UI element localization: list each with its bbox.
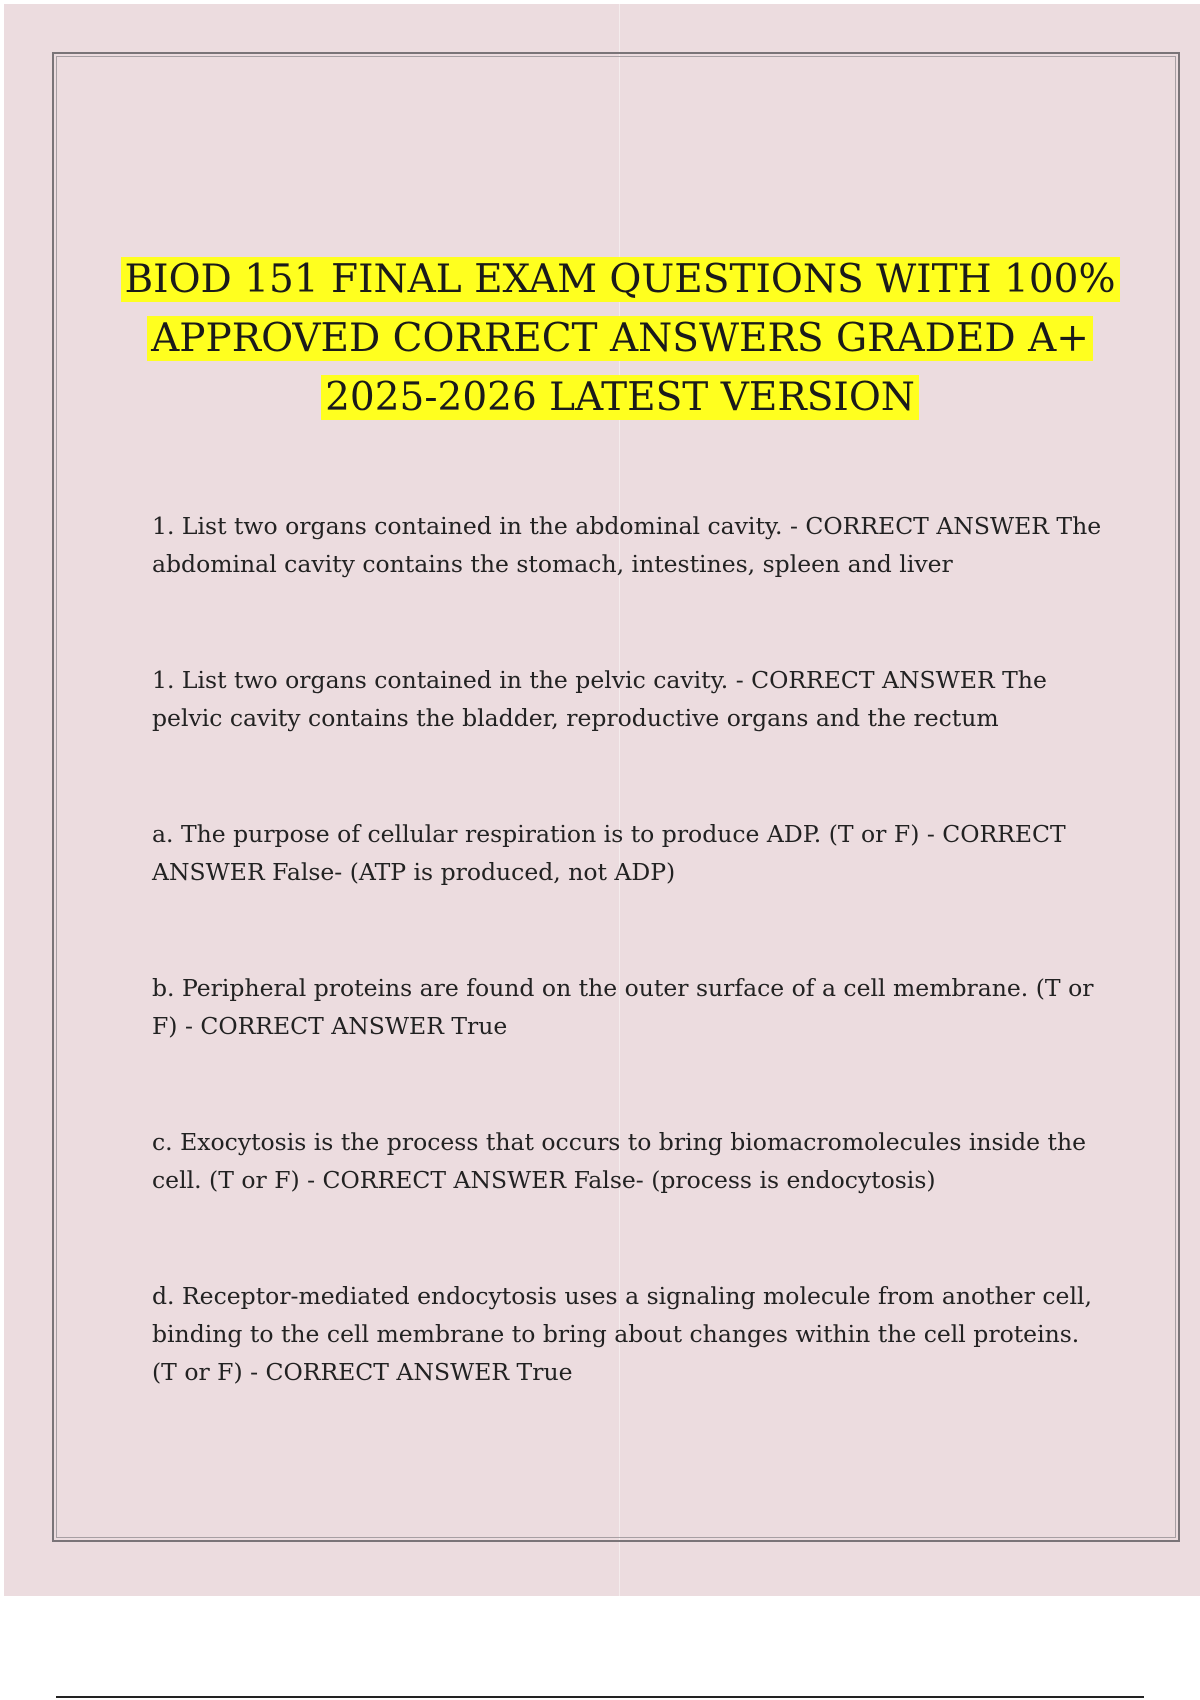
title-line-1: BIOD 151 FINAL EXAM QUESTIONS WITH 100% [121,257,1120,302]
qa-line: a. The purpose of cellular respiration is to produce ADP. (T or F) - CORRECT [152,820,1066,848]
qa-line: ANSWER False- (ATP is produced, not ADP) [152,858,676,886]
qa-line: F) - CORRECT ANSWER True [152,1012,508,1040]
qa-line: binding to the cell membrane to bring about changes within the cell proteins. [152,1320,1080,1348]
qa-item-pelvic-cavity [152,661,1102,737]
qa-item-exocytosis [152,1123,1102,1199]
qa-line: cell. (T or F) - CORRECT ANSWER False- (process is endocytosis) [152,1166,936,1194]
title-line-3: 2025-2026 LATEST VERSION [321,375,919,420]
qa-item-peripheral-proteins [152,969,1102,1045]
qa-line: b. Peripheral proteins are found on the outer surface of a cell membrane. (T or [152,974,1094,1002]
footer-divider [56,1696,1144,1698]
document-page [4,4,1200,1596]
qa-line: 1. List two organs contained in the abdominal cavity. - CORRECT ANSWER The [152,512,1102,540]
title-line-2: APPROVED CORRECT ANSWERS GRADED A+ [147,316,1093,361]
qa-item-cellular-respiration [152,815,1102,891]
qa-line: d. Receptor-mediated endocytosis uses a signaling molecule from another cell, [152,1282,1092,1310]
document-title [4,250,1200,427]
qa-line: pelvic cavity contains the bladder, reproductive organs and the rectum [152,704,999,732]
qa-item-receptor-mediated-endocytosis [152,1277,1102,1391]
qa-line: abdominal cavity contains the stomach, intestines, spleen and liver [152,550,953,578]
qa-line: c. Exocytosis is the process that occurs to bring biomacromolecules inside the [152,1128,1087,1156]
qa-line: (T or F) - CORRECT ANSWER True [152,1358,573,1386]
qa-item-abdominal-cavity [152,507,1102,583]
qa-line: 1. List two organs contained in the pelvic cavity. - CORRECT ANSWER The [152,666,1047,694]
